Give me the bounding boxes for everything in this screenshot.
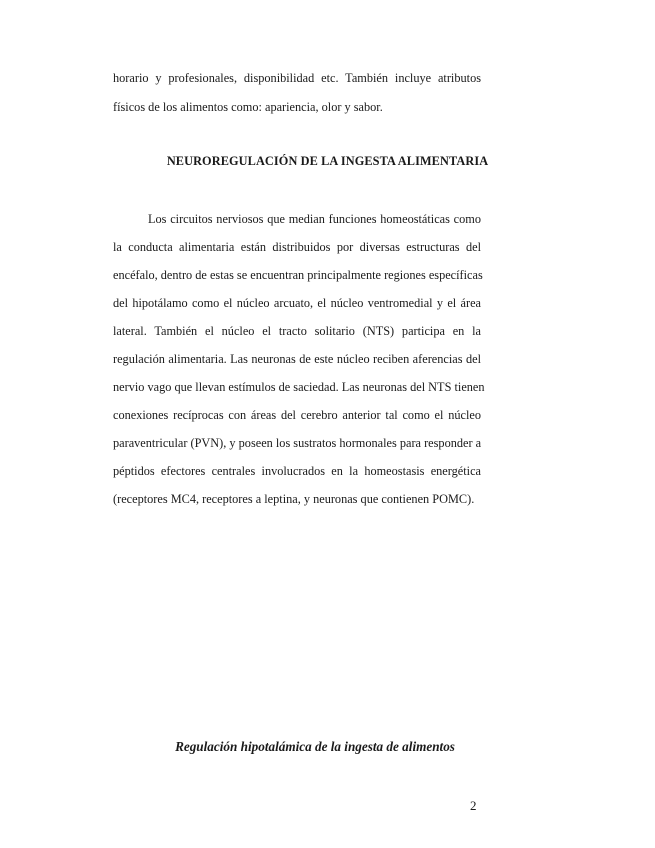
intro-line: horario y profesionales, disponibilidad etc. También incluye atributos [113, 71, 481, 85]
body-line: paraventricular (PVN), y poseen los sustratos hormonales para responder a [113, 436, 482, 450]
body-line: encéfalo, dentro de estas se encuentran principalmente regiones específicas [113, 268, 483, 282]
body-line: nervio vago que llevan estímulos de saciedad. Las neuronas del NTS tienen [113, 380, 485, 394]
body-line: del hipotálamo como el núcleo arcuato, el núcleo ventromedial y el área [113, 296, 481, 310]
page-number: 2 [470, 798, 477, 813]
body-line: lateral. También el núcleo el tracto solitario (NTS) participa en la [113, 324, 481, 338]
section-heading: NEUROREGULACIÓN DE LA INGESTA ALIMENTARIA [166, 154, 489, 168]
body-line: regulación alimentaria. Las neuronas de este núcleo reciben aferencias del [113, 352, 481, 366]
intro-line: físicos de los alimentos como: apariencia, olor y sabor. [113, 100, 383, 114]
body-line: la conducta alimentaria están distribuidos por diversas estructuras del [113, 240, 481, 254]
body-line: Los circuitos nerviosos que median funciones homeostáticas como [148, 212, 481, 226]
body-line: péptidos efectores centrales involucrados en la homeostasis energética [113, 464, 481, 478]
body-line: (receptores MC4, receptores a leptina, y neuronas que contienen POMC). [113, 492, 475, 506]
subsection-heading: Regulación hipotalámica de la ingesta de alimentos [175, 739, 455, 754]
body-line: conexiones recíprocas con áreas del cerebro anterior tal como el núcleo [113, 408, 481, 422]
